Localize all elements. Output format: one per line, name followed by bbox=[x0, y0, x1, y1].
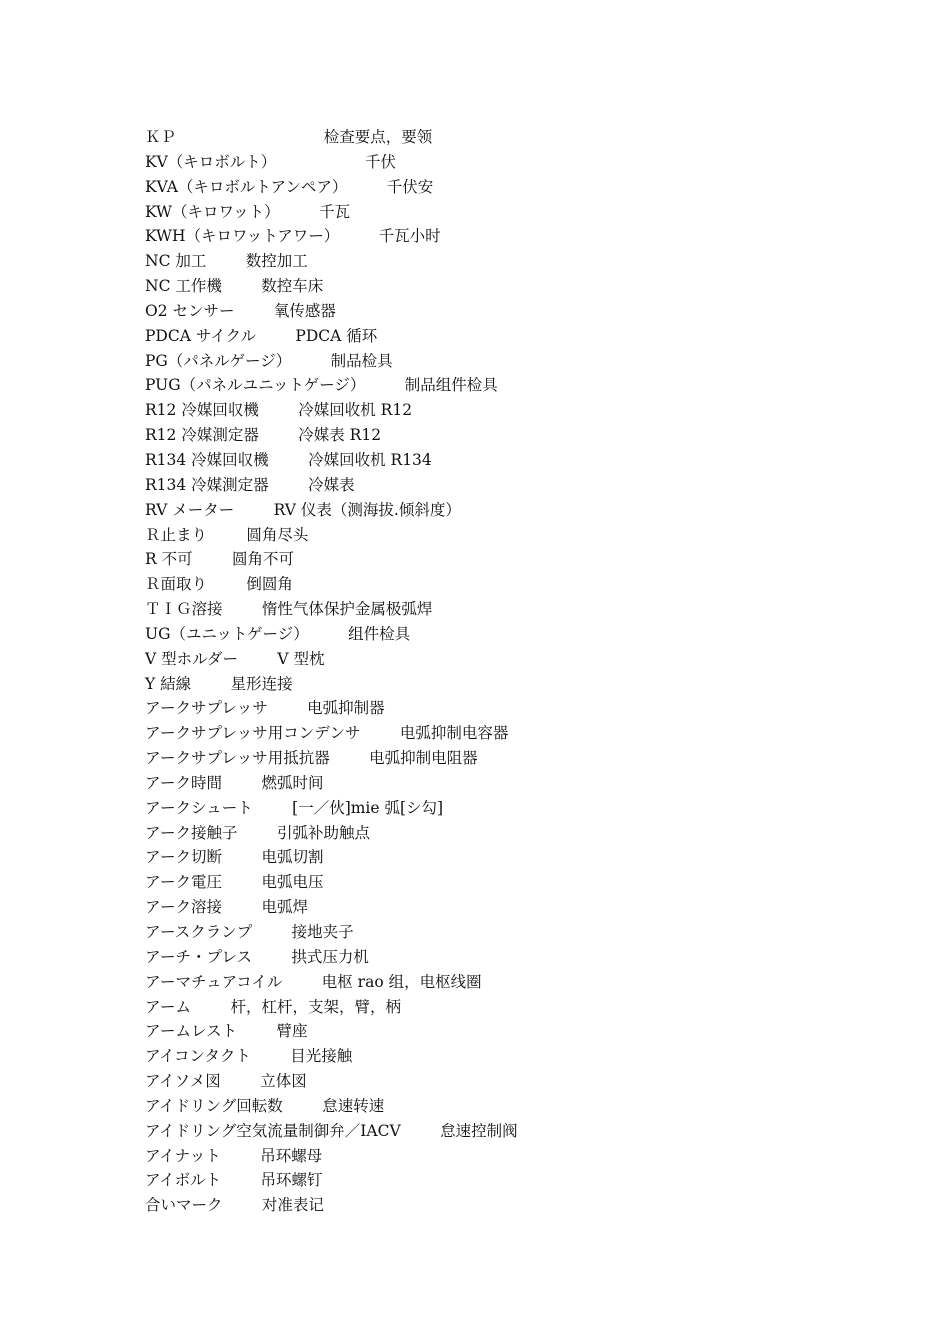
glossary-entry: Ｒ面取り 倒圆角 bbox=[145, 575, 293, 594]
glossary-entry: Ｒ止まり 圆角尽头 bbox=[145, 525, 309, 544]
glossary-entry: 合いマーク 对准表记 bbox=[145, 1196, 324, 1215]
glossary-entry: R12 冷媒回収機 冷媒回收机 R12 bbox=[145, 401, 413, 420]
glossary-entry: アイボルト 吊环螺钉 bbox=[145, 1171, 323, 1190]
glossary-entry: R12 冷媒測定器 冷媒表 R12 bbox=[145, 426, 382, 445]
glossary-entry: O2 センサー 氧传感器 bbox=[145, 301, 336, 320]
glossary-entry: アーム 杆，杠杆，支架，臂，柄 bbox=[145, 997, 401, 1016]
glossary-entry: RV メーター RV 仪表（测海拔.倾斜度） bbox=[145, 500, 461, 519]
glossary-entry: UG（ユニットゲージ） 组件检具 bbox=[145, 624, 411, 643]
glossary-entry: アイドリング空気流量制御弁／IACV 怠速控制阀 bbox=[145, 1121, 518, 1140]
glossary-entry: Y 結線 星形连接 bbox=[145, 674, 293, 693]
glossary-entry: アーチ・プレス 拱式压力机 bbox=[145, 947, 369, 966]
glossary-entry: R134 冷媒回収機 冷媒回收机 R134 bbox=[145, 450, 432, 469]
glossary-entry: R 不可 圆角不可 bbox=[145, 550, 295, 569]
glossary-entry: ＴＩＧ溶接 惰性气体保护金属极弧焊 bbox=[145, 600, 433, 619]
glossary-entry: アーク電圧 电弧电压 bbox=[145, 873, 324, 892]
glossary-entry: アイナット 吊环螺母 bbox=[145, 1146, 323, 1165]
glossary-entry: アーク接触子 引弧补助触点 bbox=[145, 823, 370, 842]
glossary-entry: PDCA サイクル PDCA 循环 bbox=[145, 326, 378, 345]
glossary-list bbox=[145, 125, 518, 1218]
glossary-entry: アーク時間 燃弧时间 bbox=[145, 773, 324, 792]
glossary-entry: KV（キロボルト） 千伏 bbox=[145, 152, 396, 171]
glossary-entry: アイドリング回転数 怠速转速 bbox=[145, 1096, 385, 1115]
glossary-entry: KWH（キロワットアワー） 千瓦小时 bbox=[145, 227, 441, 246]
glossary-entry: アークサプレッサ 电弧抑制器 bbox=[145, 699, 385, 718]
glossary-entry: アースクランプ 接地夹子 bbox=[145, 923, 354, 941]
glossary-entry: アイソメ図 立体図 bbox=[145, 1072, 307, 1091]
glossary-entry: アームレスト 臂座 bbox=[145, 1022, 308, 1041]
glossary-entry: NC 工作機 数控车床 bbox=[145, 277, 324, 296]
glossary-entry: V 型ホルダー V 型枕 bbox=[145, 649, 325, 668]
glossary-entry: NC 加工 数控加工 bbox=[145, 252, 308, 271]
glossary-entry: アイコンタクト 目光接触 bbox=[145, 1047, 353, 1066]
glossary-entry: KVA（キロボルトアンペア） 千伏安 bbox=[145, 177, 434, 196]
glossary-entry: アークシュート [一／伙]mie 弧[シ勾] bbox=[145, 798, 444, 817]
glossary-entry: PUG（パネルユニットゲージ） 制品组件检具 bbox=[145, 376, 498, 395]
glossary-entry: PG（パネルゲージ） 制品检具 bbox=[145, 351, 393, 370]
glossary-entry: アークサプレッサ用コンデンサ 电弧抑制电容器 bbox=[145, 724, 509, 743]
glossary-entry: アーク切断 电弧切割 bbox=[145, 848, 324, 867]
glossary-entry: アーク溶接 电弧焊 bbox=[145, 898, 308, 917]
glossary-entry: アーマチュアコイル 电枢 rao 组，电枢线圈 bbox=[145, 972, 482, 991]
glossary-entry: KW（キロワット） 千瓦 bbox=[145, 202, 351, 221]
glossary-entry: アークサプレッサ用抵抗器 电弧抑制电阻器 bbox=[145, 749, 478, 768]
glossary-entry: R134 冷媒測定器 冷媒表 bbox=[145, 475, 355, 494]
glossary-entry: ＫＰ 检查要点，要领 bbox=[145, 128, 433, 146]
